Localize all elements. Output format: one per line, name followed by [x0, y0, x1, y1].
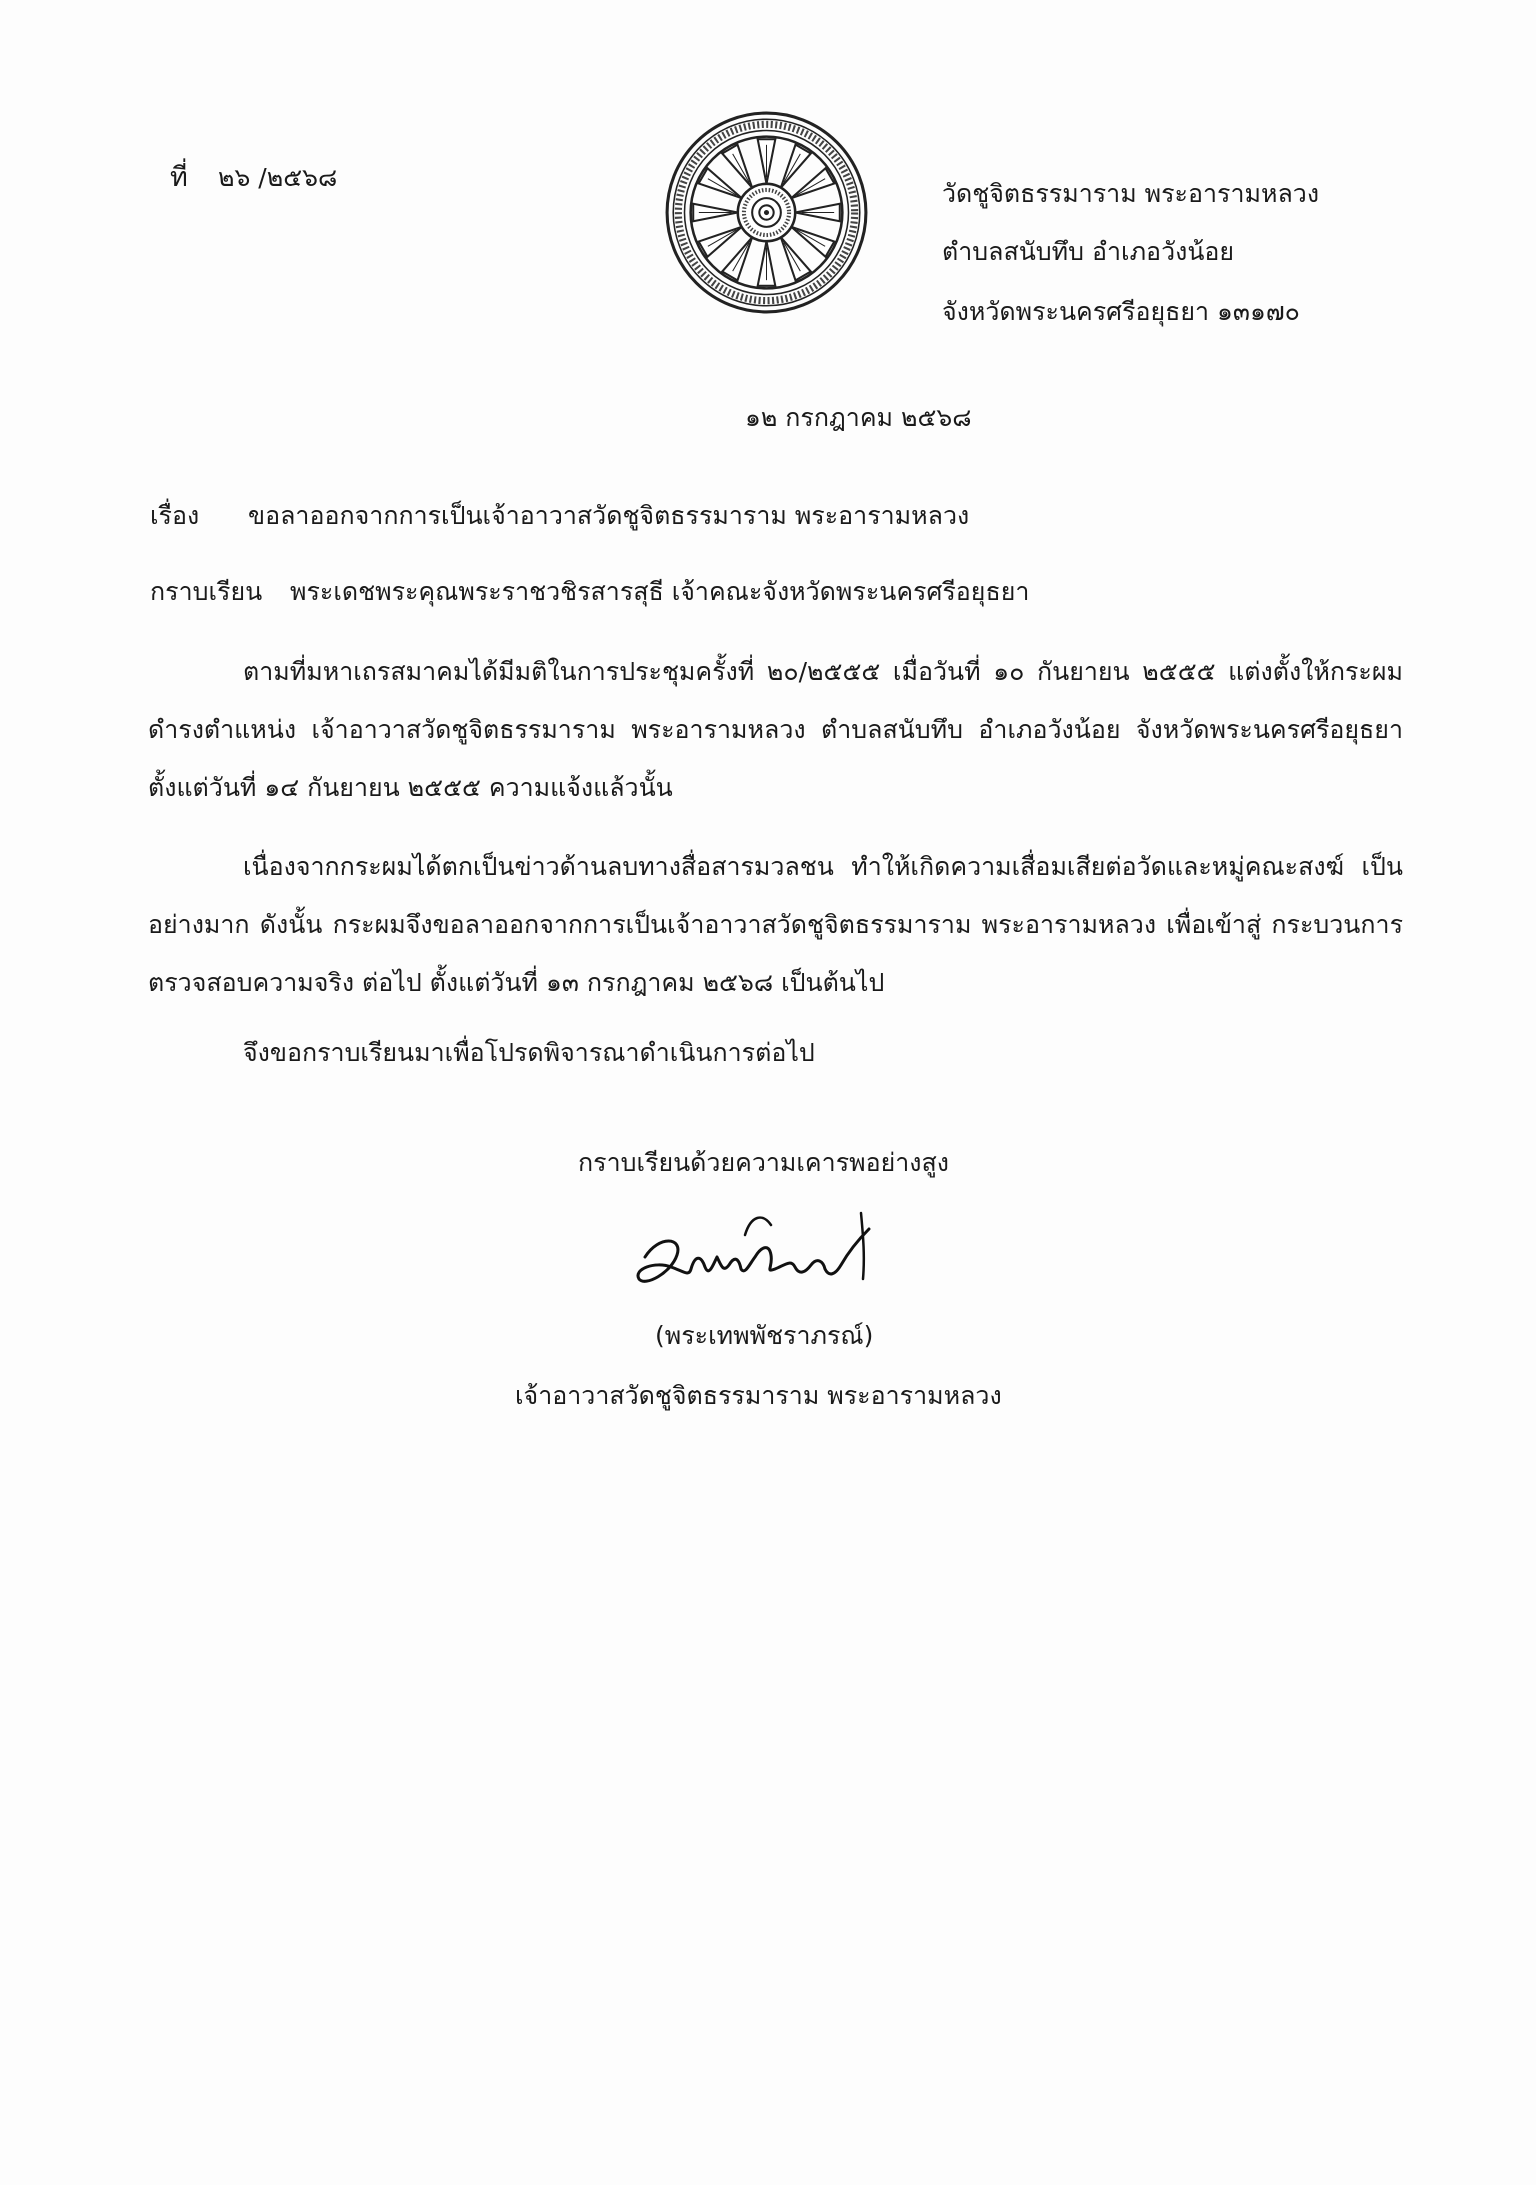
address-line-2: ตำบลสนับทึบ อำเภอวังน้อย	[942, 237, 1235, 266]
body-paragraph: จึงขอกราบเรียนมาเพื่อโปรดพิจารณาดำเนินการต่อไป	[243, 1038, 815, 1067]
letter-date: ๑๒ กรกฎาคม ๒๕๖๘	[745, 403, 972, 432]
document-number: ๒๖ /๒๕๖๘	[218, 163, 338, 192]
handwritten-signature	[625, 1195, 890, 1305]
recipient-text: พระเดชพระคุณพระราชวชิรสารสุธี เจ้าคณะจังหวัดพระนครศรีอยุธยา	[290, 577, 1030, 606]
closing-salutation: กราบเรียนด้วยความเคารพอย่างสูง	[578, 1148, 949, 1177]
subject-text: ขอลาออกจากการเป็นเจ้าอาวาสวัดชูจิตธรรมาราม พระอารามหลวง	[248, 501, 970, 530]
signer-name: (พระเทพพัชราภรณ์)	[655, 1321, 874, 1350]
address-line-3: จังหวัดพระนครศรีอยุธยา ๑๓๑๗๐	[942, 297, 1300, 326]
signer-title: เจ้าอาวาสวัดชูจิตธรรมาราม พระอารามหลวง	[515, 1381, 1002, 1410]
document-number-label: ที่	[170, 162, 188, 193]
recipient-label: กราบเรียน	[150, 577, 263, 606]
body-paragraph: เนื่องจากกระผมได้ตกเป็นข่าวด้านลบทางสื่อสารมวลชน ทำให้เกิดความเสื่อมเสียต่อวัดและหมู่คณะสงฆ์ เป็นอย่างมาก ดังนั้น กระผมจึงขอลาออกจากการเป็นเจ้าอาวาสวัดชูจิตธรรมาราม พระอารามหลวง เพื่อเข้าสู่ กระบวนการตรวจสอบความจริง ต่อไป ตั้งแต่วันที่ ๑๓ กรกฎาคม ๒๕๖๘ เป็นต้นไป	[148, 852, 1403, 997]
body-paragraph: ตามที่มหาเถรสมาคมได้มีมติในการประชุมครั้งที่ ๒๐/๒๕๕๕ เมื่อวันที่ ๑๐ กันยายน ๒๕๕๕ แต่งตั้งให้กระผมดำรงตำแหน่ง เจ้าอาวาสวัดชูจิตธรรมาราม พระอารามหลวง ตำบลสนับทึบ อำเภอวังน้อย จังหวัดพระนครศรีอยุธยา ตั้งแต่วันที่ ๑๔ กันยายน ๒๕๕๕ ความแจ้งแล้วนั้น	[148, 657, 1403, 802]
address-line-1: วัดชูจิตธรรมาราม พระอารามหลวง	[942, 179, 1320, 208]
subject-label: เรื่อง	[150, 501, 200, 530]
dharma-wheel-icon	[664, 110, 869, 315]
